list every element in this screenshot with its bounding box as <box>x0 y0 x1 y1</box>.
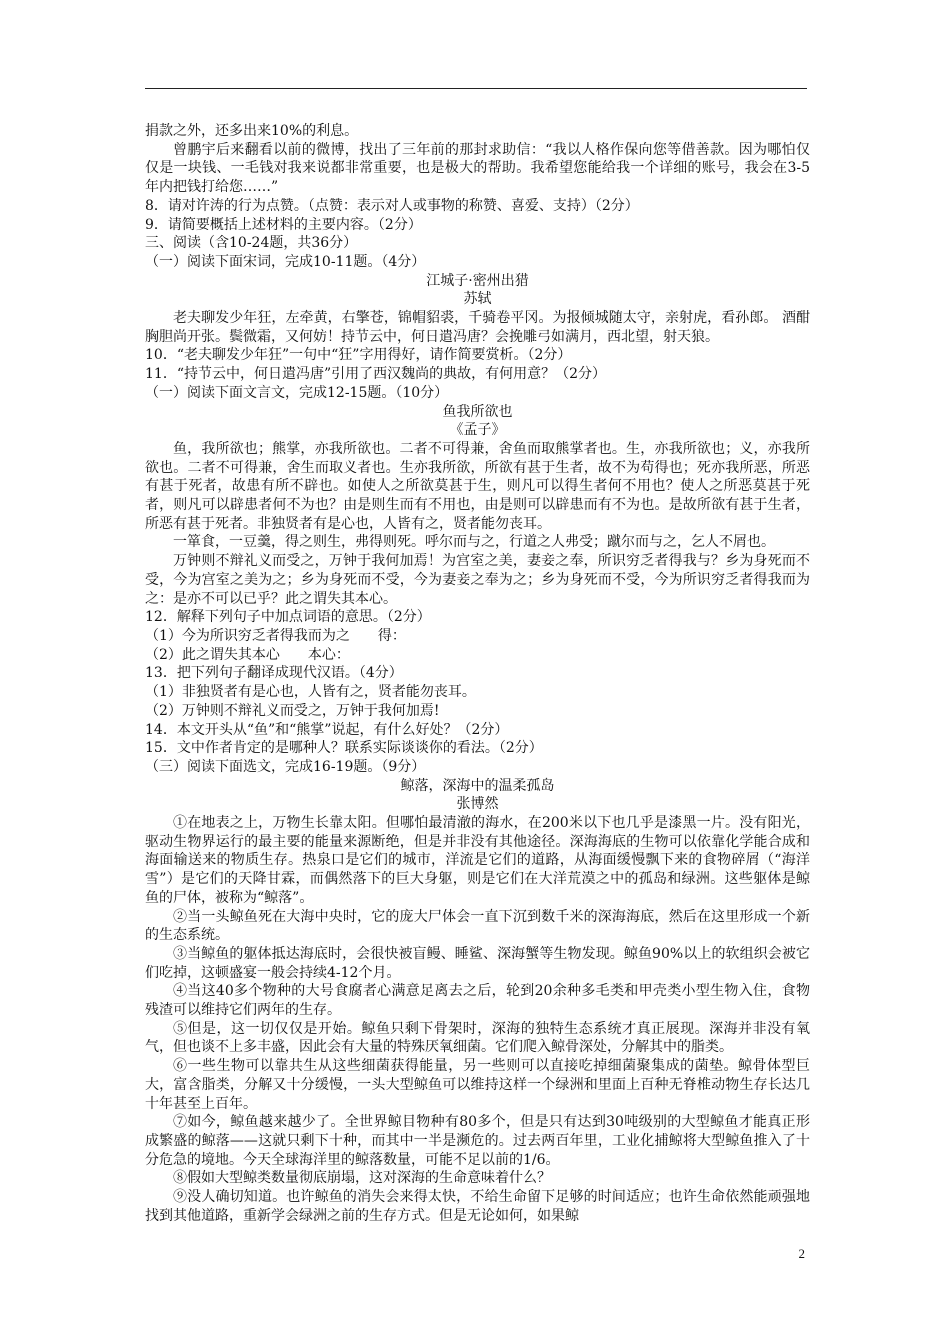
page-number: 2 <box>798 1246 805 1261</box>
paragraph: （1）今为所识穷乏者得我而为之 得： <box>145 627 406 644</box>
paragraph: 15．文中作者肯定的是哪种人？联系实际谈谈你的看法。（2分） <box>145 740 543 757</box>
paragraph: 8．请对许涛的行为点赞。（点赞：表示对人或事物的称赞、喜爱、支持）（2分） <box>145 197 639 214</box>
paragraph: 12．解释下列句子中加点词语的意思。（2分） <box>145 609 431 626</box>
paragraph: （三）阅读下面选文，完成16-19题。（9分） <box>145 758 426 775</box>
paragraph: 一箪食，一豆羹，得之则生，弗得则死。呼尔而与之，行道之人弗受；蹴尔而与之，乞人不屑也。 <box>173 534 775 551</box>
paragraph: 三、阅读（含10-24题，共36分） <box>145 235 358 252</box>
header-rule <box>145 88 807 89</box>
paragraph: （一）阅读下面宋词，完成10-11题。（4分） <box>145 253 426 270</box>
paragraph: 捐款之外，还多出来10%的利息。 <box>145 123 359 139</box>
paragraph: 9．请简要概括上述材料的主要内容。（2分） <box>145 216 422 233</box>
centered-heading: 江城子·密州出猎 <box>426 272 529 289</box>
paragraph: （2）万钟则不辩礼义而受之，万钟于我何加焉! <box>145 702 440 719</box>
centered-heading: 苏轼 <box>463 291 492 308</box>
paragraph: （一）阅读下面文言文，完成12-15题。（10分） <box>145 384 449 401</box>
paragraph: 万钟则不辩礼义而受之，万钟于我何加焉！为宫室之美，妻妾之奉，所识穷乏者得我与？乡为身死而不受，今为宫室之美为之；乡为身死而不受，今为妻妾之奉为之；乡为身死而不受，今为所识穷乏者得我而为之：是亦不可以已乎？此之谓失其本心。 <box>145 553 810 607</box>
paragraph: ⑤但是，这一切仅仅是开始。鲸鱼只剩下骨架时，深海的独特生态系统才真正展现。深海并非没有氧气，但也谈不上多丰盛，因此会有大量的特殊厌氧细菌。它们爬入鲸骨深处，分解其中的脂类。 <box>145 1020 810 1056</box>
paragraph: ⑥一些生物可以靠共生从这些细菌获得能量，另一些则可以直接吃掉细菌聚集成的菌垫。鲸骨体型巨大，富含脂类，分解又十分缓慢，一头大型鲸鱼可以维持这样一个绿洲和里面上百种无脊椎动物生存长达几十年甚至上百年。 <box>145 1058 810 1112</box>
paragraph: ⑧假如大型鲸类数量彻底崩塌，这对深海的生命意味着什么？ <box>173 1170 551 1187</box>
paragraph: ②当一头鲸鱼死在大海中央时，它的庞大尸体会一直下沉到数千米的深海海底，然后在这里形成一个新的生态系统。 <box>145 908 810 944</box>
centered-heading: 鱼我所欲也 <box>442 403 513 420</box>
paragraph: ④当这40多个物种的大号食腐者心满意足离去之后，轮到20余种多毛类和甲壳类小型生物入住，食物残渣可以维持它们两年的生存。 <box>145 983 810 1019</box>
paragraph: 老夫聊发少年狂，左牵黄，右擎苍，锦帽貂裘，千骑卷平冈。为报倾城随太守，亲射虎，看孙郎。 酒酣胸胆尚开张。鬓微霜，又何妨！持节云中，何日遣冯唐？会挽雕弓如满月，西北望，射天狼。 <box>145 310 810 345</box>
paragraph: 13．把下列句子翻译成现代汉语。（4分） <box>145 665 403 682</box>
centered-heading: 《孟子》 <box>449 422 506 439</box>
paragraph: ⑨没人确切知道。也许鲸鱼的消失会来得太快，不给生命留下足够的时间适应；也许生命依然能顽强地找到其他道路，重新学会绿洲之前的生存方式。但是无论如何，如果鲸 <box>145 1189 810 1224</box>
paragraph: 曾鹏宇后来翻看以前的微博，找出了三年前的那封求助信：“我以人格作保向您等借善款。因为哪怕仅仅是一块钱、一毛钱对我来说都非常重要，也是极大的帮助。我希望您能给我一个详细的账号，我会在3-5年内把钱打给您……” <box>145 141 810 196</box>
paragraph: 14．本文开头从“鱼”和“熊掌”说起，有什么好处？（2分） <box>145 721 509 738</box>
page-body <box>145 122 810 1225</box>
paragraph: ③当鲸鱼的躯体抵达海底时，会很快被盲鳗、睡鲨、深海蟹等生物发现。鲸鱼90%以上的软组织会被它们吃掉，这顿盛宴一般会持续4-12个月。 <box>145 945 810 981</box>
paragraph: ⑦如今，鲸鱼越来越少了。全世界鲸目物种有80多个，但是只有达到30吨级别的大型鲸鱼才能真正形成繁盛的鲸落——这就只剩下十种，而其中一半是濒危的。过去两百年里，工业化捕鲸将大型鲸鱼推入了十分危急的境地。今天全球海洋里的鲸落数量，可能不足以前的1/6。 <box>145 1114 810 1168</box>
centered-heading: 张博然 <box>456 796 499 813</box>
paragraph: （1）非独贤者有是心也，人皆有之，贤者能勿丧耳。 <box>145 684 476 701</box>
paragraph: 10．“老夫聊发少年狂”一句中“狂”字用得好，请作简要赏析。（2分） <box>145 347 572 364</box>
paragraph: ①在地表之上，万物生长靠太阳。但哪怕最清澈的海水，在200米以下也几乎是漆黑一片。没有阳光，驱动生物界运行的最主要的能量来源断绝，但是并非没有其他途径。深海海底的生物可以依靠化学能合成和海面输送来的物质生存。热泉口是它们的城市，洋流是它们的道路，从海面缓慢飘下来的食物碎屑（“海洋雪”）是它们的天降甘霖，而偶然落下的巨大身躯，则是它们在大洋荒漠之中的孤岛和绿洲。这些躯体是鲸鱼的尸体，被称为“鲸落”。 <box>145 815 810 906</box>
paragraph: （2）此之谓失其本心 本心： <box>145 646 350 663</box>
paragraph: 11．“持节云中，何日遣冯唐”引用了西汉魏尚的典故，有何用意？（2分） <box>145 366 607 383</box>
paragraph: 鱼，我所欲也；熊掌，亦我所欲也。二者不可得兼，舍鱼而取熊掌者也。生，亦我所欲也；义，亦我所欲也。二者不可得兼，舍生而取义者也。生亦我所欲，所欲有甚于生者，故不为苟得也；死亦我所恶，所恶有甚于死者，故患有所不辟也。如使人之所欲莫甚于生，则凡可以得生者何不用也？使人之所恶莫甚于死者，则凡可以辟患者何不为也？由是则生而有不用也，由是则可以辟患而有不为也。是故所欲有甚于生者，所恶有甚于死者。非独贤者有是心也，人皆有之，贤者能勿丧耳。 <box>145 440 810 532</box>
centered-heading: 鲸落，深海中的温柔孤岛 <box>400 777 555 794</box>
